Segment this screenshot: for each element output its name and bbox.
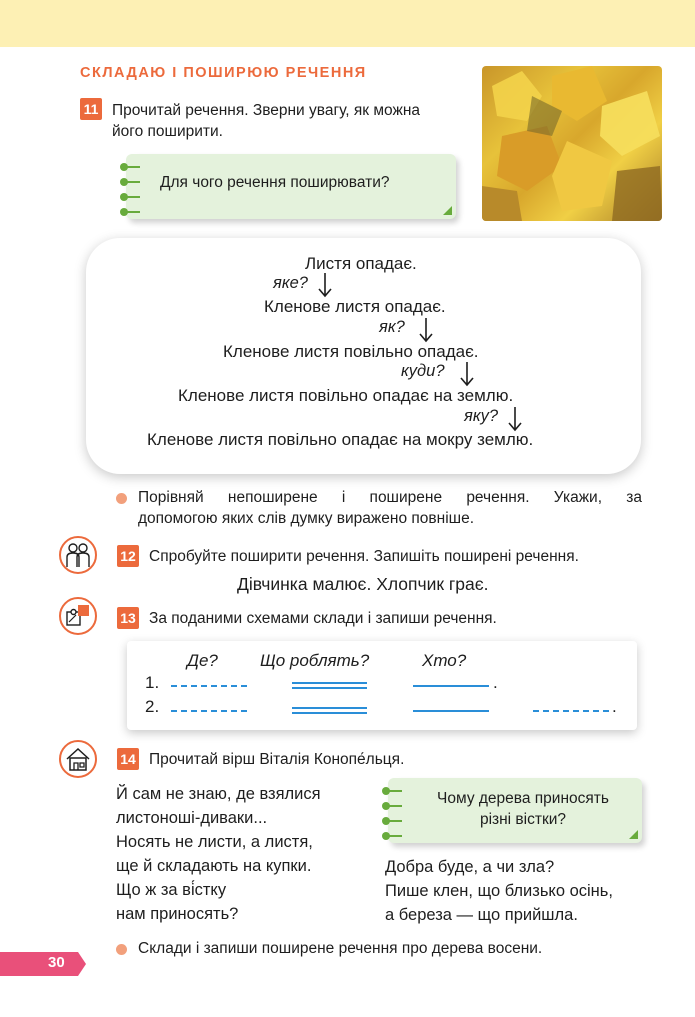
- sentence-4: Кленове листя повільно опадає на землю.: [178, 386, 514, 405]
- question-1: яке?: [273, 274, 308, 292]
- adverbial-place-line: [171, 685, 247, 687]
- poem-line: а береза — що прийшла.: [385, 906, 578, 924]
- down-arrow-icon: [419, 317, 433, 343]
- schema-header-what-do: Що роблять?: [260, 651, 370, 670]
- bullet-dot: [116, 493, 127, 504]
- schema-row-2-number: 2.: [145, 697, 160, 716]
- puzzle-icon: [59, 597, 97, 635]
- poem-line: Добра буде, а чи зла?: [385, 858, 555, 876]
- section-title: СКЛАДАЮ І ПОШИРЮЮ РЕЧЕННЯ: [80, 65, 367, 81]
- top-banner: [0, 0, 695, 47]
- poem-line: Носять не листи, а листя,: [116, 833, 313, 851]
- question-3: куди?: [401, 362, 445, 380]
- task-12-sentences: Дівчинка малює. Хлопчик грає.: [237, 574, 489, 594]
- down-arrow-icon: [508, 406, 522, 432]
- poem-line: нам приносять?: [116, 905, 239, 923]
- note-text: [410, 788, 636, 830]
- compare-instruction-line1: Порівняй непоширене і поширене речення. Укажи, за: [138, 489, 642, 506]
- task-11-number: 11: [80, 98, 102, 120]
- task-12-text: Спробуйте поширити речення. Запишіть поширені речення.: [149, 548, 579, 565]
- poem-line: ще й складають на купки.: [116, 857, 312, 875]
- pair-work-icon: [59, 536, 97, 574]
- question-note-11: [126, 154, 456, 219]
- question-note-14: [388, 778, 642, 843]
- subject-line: [413, 685, 489, 687]
- task-12-number: 12: [117, 545, 139, 567]
- task-14-bullet: Склади і запиши поширене речення про дерева восени.: [138, 940, 543, 957]
- note-fold-corner: [443, 206, 452, 215]
- autumn-leaves-photo: [482, 66, 662, 221]
- sentence-schema-table: [127, 641, 637, 730]
- poem-line: Й сам не знаю, де взялися: [116, 785, 321, 803]
- schema-row-1-end: .: [493, 673, 498, 692]
- compare-instruction-line2: допомогою яких слів думку виражено повніше.: [138, 510, 474, 527]
- page-number-badge: [0, 952, 86, 976]
- bullet-dot: [116, 944, 127, 955]
- adverbial-line: [171, 710, 247, 712]
- poem-right-stanza: [385, 855, 613, 927]
- task-11-text-line1: Прочитай речення. Зверни увагу, як можна: [112, 102, 421, 119]
- note-rings: [120, 160, 146, 220]
- poem-left-stanza: [116, 782, 321, 926]
- down-arrow-icon: [318, 272, 332, 298]
- subject-line: [413, 710, 489, 712]
- task-11-text-line2: його поширити.: [112, 123, 223, 140]
- note-fold-corner: [629, 830, 638, 839]
- predicate-line-bottom: [292, 712, 367, 714]
- adverbial-line-end: [533, 710, 609, 712]
- task-13-number: 13: [117, 607, 139, 629]
- sentence-5: Кленове листя повільно опадає на мокру землю.: [147, 430, 534, 449]
- predicate-line-top: [292, 707, 367, 709]
- task-14-number: 14: [117, 748, 139, 770]
- schema-header-where: Де?: [187, 651, 218, 670]
- question-2: як?: [379, 318, 405, 336]
- task-11-text: [112, 100, 420, 142]
- task-13-text: За поданими схемами склади і запиши речення.: [149, 610, 497, 627]
- compare-instruction: [138, 487, 642, 529]
- schema-row-2-end: .: [612, 697, 617, 716]
- down-arrow-icon: [460, 361, 474, 387]
- sentence-expansion-card: [86, 238, 641, 474]
- sentence-1: Листя опадає.: [305, 254, 417, 273]
- home-icon: [59, 740, 97, 778]
- schema-row-1-number: 1.: [145, 673, 160, 692]
- note-rings: [382, 784, 408, 844]
- note-text-line2: різні вістки?: [479, 811, 567, 828]
- note-text-line1: Чому дерева приносять: [437, 790, 609, 807]
- predicate-line-top: [292, 682, 367, 684]
- question-4: яку?: [464, 407, 499, 425]
- note-text: Для чого речення поширювати?: [160, 174, 390, 191]
- sentence-3: Кленове листя повільно опадає.: [223, 342, 479, 361]
- predicate-line-bottom: [292, 687, 367, 689]
- schema-header-who: Хто?: [422, 651, 467, 670]
- task-14-text: Прочитай вірш Віталія Конопе́льця.: [149, 751, 405, 768]
- poem-line: Пише клен, що близько осінь,: [385, 882, 613, 900]
- poem-line: листоноші-диваки...: [116, 809, 268, 827]
- poem-line: Що ж за ві́стку: [116, 881, 227, 899]
- sentence-2: Кленове листя опадає.: [264, 297, 446, 316]
- page-number: 30: [48, 954, 65, 971]
